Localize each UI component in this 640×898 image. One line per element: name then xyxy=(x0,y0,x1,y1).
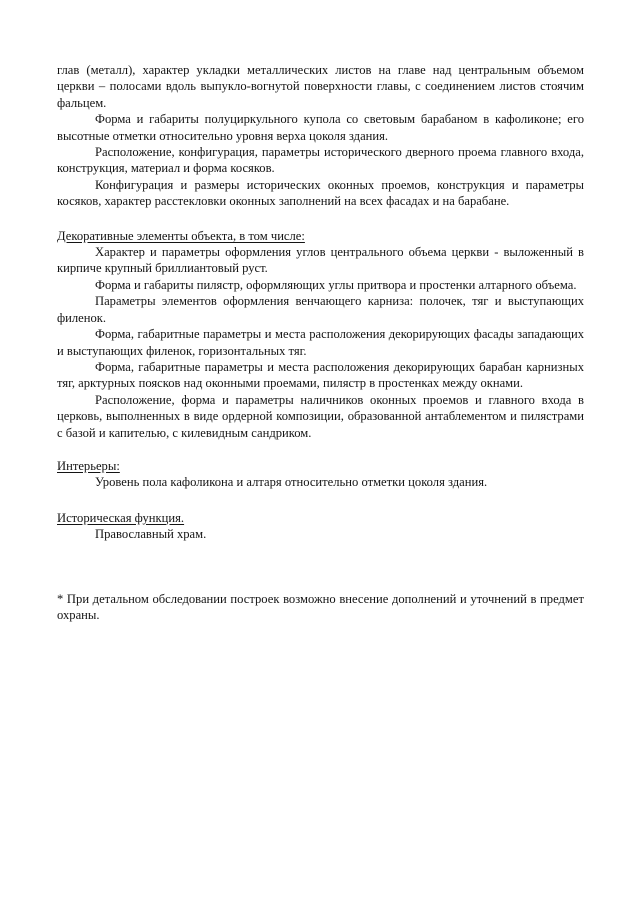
interiors-section xyxy=(57,458,584,491)
section-heading-interiors: Интерьеры: xyxy=(57,458,120,473)
section-heading-decor: Декоративные элементы объекта, в том числе: xyxy=(57,228,305,243)
intro-section xyxy=(57,62,584,210)
paragraph-dome-covering: глав (металл), характер укладки металлических листов на главе над центральным объемом церкви – полосами вдоль выпукло-вогнутой поверхности главы, с соединением листов стоячим фальцем. xyxy=(57,63,584,110)
document-page xyxy=(57,62,584,623)
decor-item-cornice: Параметры элементов оформления венчающего карниза: полочек, тяг и выступающих филенок. xyxy=(57,294,584,325)
decor-item-pilasters: Форма и габариты пилястр, оформляющих углы притвора и простенки алтарного объема. xyxy=(95,277,577,292)
historical-function-item: Православный храм. xyxy=(95,527,207,542)
paragraph-windows: Конфигурация и размеры исторических оконных проемов, конструкция и параметры косяков, характер расстекловки оконных заполнений на всех фасадах и на барабане. xyxy=(57,177,584,209)
paragraph-dome-shape: Форма и габариты полуциркульного купола со световым барабаном в кафоликоне; его высотные отметки относительно уровня верха цоколя здания. xyxy=(57,112,584,143)
decor-item-platbands: Расположение, форма и параметры наличников оконных проемов и главного входа в церковь, выполненных в виде ордерной композиции, образованной антаблементом и пилястрами с базой и капителью, с килевидным сандриком. xyxy=(57,392,584,440)
paragraph-main-door: Расположение, конфигурация, параметры исторического дверного проема главного входа, конструкция, материал и форма косяков. xyxy=(57,145,584,176)
section-heading-historical-function: Историческая функция. xyxy=(57,510,185,525)
historical-function-section xyxy=(57,510,584,543)
footnote: * При детальном обследовании построек возможно внесение дополнений и уточнений в предмет охраны. xyxy=(57,591,584,622)
interiors-item-floor-level: Уровень пола кафоликона и алтаря относительно отметки цоколя здания. xyxy=(95,475,488,490)
decor-item-drum-decor: Форма, габаритные параметры и места расположения декорирующих барабан карнизных тяг, арктурных поясков над оконными проемами, пилястр в простенках между окнами. xyxy=(57,359,584,391)
decor-section xyxy=(57,228,584,441)
decor-item-facade-panels: Форма, габаритные параметры и места расположения декорирующих фасады западающих и выступающих филенок, горизонтальных тяг. xyxy=(57,327,584,358)
decor-item-corners: Характер и параметры оформления углов центрального объема церкви - выложенный в кирпиче крупный бриллиантовый руст. xyxy=(57,245,584,276)
